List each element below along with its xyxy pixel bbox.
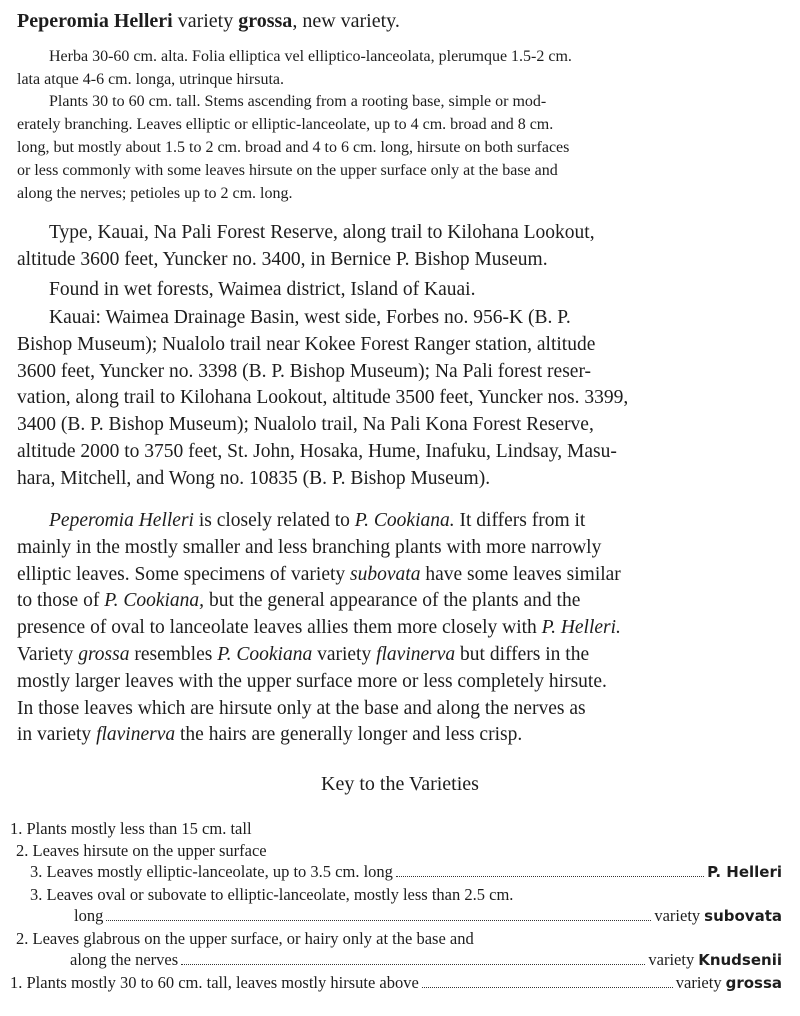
specimens-line: Kauai: Waimea Drainage Basin, west side, Forbes no. 956-K (B. P. — [49, 307, 571, 328]
discussion-line: mainly in the mostly smaller and less branching plants with more narrowly — [17, 536, 602, 558]
discussion-line: elliptic leaves. Some specimens of variety subovata have some leaves similar — [17, 563, 621, 585]
specimens-line: 3600 feet, Yuncker no. 3398 (B. P. Bishop Museum); Na Pali forest reser- — [17, 360, 592, 382]
english-line: along the nerves; petioles up to 2 cm. long. — [17, 185, 293, 202]
dot-leader — [396, 876, 704, 877]
discussion-line: to those of P. Cookiana, but the general appearance of the plants and the — [17, 590, 581, 612]
latin-line: lata atque 4-6 cm. longa, utrinque hirsuta. — [17, 71, 285, 88]
species-name: Peperomia Helleri — [17, 10, 173, 32]
dot-leader — [106, 920, 651, 921]
type-paragraph — [17, 220, 789, 274]
variety-name: grossa — [238, 10, 293, 32]
title-suffix: , new variety. — [292, 10, 400, 32]
distribution-paragraph — [17, 277, 789, 304]
key-entry: 1. Plants mostly 30 to 60 cm. tall, leaves mostly hirsute above variety grossa — [10, 972, 782, 995]
latin-line: Herba 30-60 cm. alta. Folia elliptica vel elliptico-lanceolata, plerumque 1.5-2 cm. — [49, 48, 572, 65]
specimens-line: altitude 2000 to 3750 feet, St. John, Hosaka, Hume, Inafuku, Lindsay, Masu- — [17, 440, 617, 462]
english-description — [17, 90, 789, 205]
discussion-paragraph — [17, 508, 789, 749]
key-entry: 2. Leaves hirsute on the upper surface — [16, 840, 267, 860]
latin-description — [17, 45, 789, 91]
key-entry-continuation: long variety subovata — [10, 905, 782, 928]
key-entry: 3. Leaves mostly elliptic-lanceolate, up to 3.5 cm. long P. Helleri — [10, 861, 782, 884]
discussion-line: Variety grossa resembles P. Cookiana variety flavinerva but differs in the — [17, 643, 590, 665]
specimens-line: 3400 (B. P. Bishop Museum); Nualolo trail, Na Pali Kona Forest Reserve, — [17, 414, 594, 436]
title-connector: variety — [172, 10, 239, 32]
key-entry: 1. Plants mostly less than 15 cm. tall — [10, 819, 252, 838]
specimens-line: vation, along trail to Kilohana Lookout, altitude 3500 feet, Yuncker nos. 3399, — [17, 387, 629, 409]
discussion-line: presence of oval to lanceolate leaves allies them more closely with P. Helleri. — [17, 617, 621, 639]
variety-label: P. Helleri — [707, 863, 782, 881]
discussion-line: in variety flavinerva the hairs are generally longer and less crisp. — [17, 724, 523, 746]
english-line: long, but mostly about 1.5 to 2 cm. broad and 4 to 6 cm. long, hirsute on both surfaces — [17, 139, 570, 156]
variety-label: subovata — [704, 907, 782, 925]
discussion-line: In those leaves which are hirsute only at the base and along the nerves as — [17, 697, 586, 719]
discussion-line: Peperomia Helleri is closely related to P. Cookiana. It differs from it — [49, 510, 586, 531]
key-entry: 3. Leaves oval or subovate to elliptic-lanceolate, mostly less than 2.5 cm. — [30, 884, 514, 904]
english-line: erately branching. Leaves elliptic or elliptic-lanceolate, up to 4 cm. broad and 8 cm. — [17, 116, 554, 133]
specimens-paragraph — [17, 305, 789, 493]
key-entry: 2. Leaves glabrous on the upper surface, or hairy only at the base and — [16, 928, 474, 948]
dot-leader — [422, 987, 673, 988]
key-heading: Key to the Varieties — [321, 773, 479, 795]
english-line: Plants 30 to 60 cm. tall. Stems ascending from a rooting base, simple or mod- — [49, 93, 547, 110]
variety-label: grossa — [725, 973, 782, 992]
key-entry-continuation: along the nerves variety Knudsenii — [10, 949, 782, 972]
english-line: or less commonly with some leaves hirsute on the upper surface only at the base and — [17, 162, 558, 179]
specimens-line: Bishop Museum); Nualolo trail near Kokee Forest Ranger station, altitude — [17, 333, 596, 355]
dot-leader — [181, 964, 645, 965]
type-line: altitude 3600 feet, Yuncker no. 3400, in Bernice P. Bishop Museum. — [17, 248, 548, 270]
specimens-line: hara, Mitchell, and Wong no. 10835 (B. P. Bishop Museum). — [17, 467, 491, 489]
variety-label: Knudsenii — [698, 951, 782, 969]
discussion-line: mostly larger leaves with the upper surface more or less completely hirsute. — [17, 670, 607, 692]
page-title — [17, 10, 400, 33]
type-line: Type, Kauai, Na Pali Forest Reserve, along trail to Kilohana Lookout, — [49, 222, 595, 243]
varieties-key — [10, 818, 782, 994]
distribution-line: Found in wet forests, Waimea district, Island of Kauai. — [49, 279, 476, 300]
